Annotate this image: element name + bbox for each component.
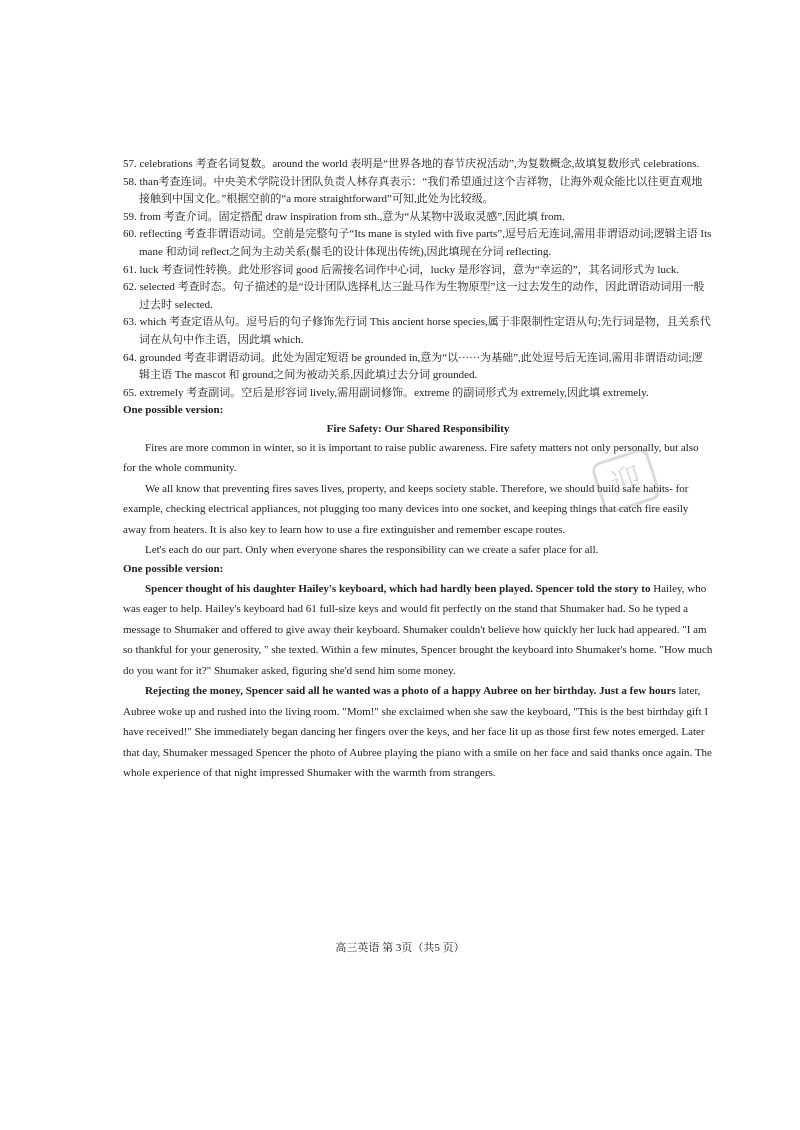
answer-59: 59. from 考查介词。固定搭配 draw inspiration from sth.,意为“从某物中汲取灵感”,因此填 from. <box>123 210 565 223</box>
essay2-p1-rest: Hailey, who was eager to help. Hailey's keyboard had 61 full-size keys and would fit perfectly on the stand that Shumaker had. So he typed a message to Shumaker and offered to give away their keyboard. Shumaker couldn't believe how quickly her luck had appeared. "I am so thankful for your generosity, " she texted. Within a few minutes, Spencer brought the keyboard into Shumaker's home. "How much do you want for it?" Shumaker asked, figuring she'd send him some money. <box>123 582 713 677</box>
answer-57: 57. celebrations 考查名词复数。around the world 表明是“世界各地的春节庆祝活动”,为复数概念,故填复数形式 celebrations. <box>123 158 700 170</box>
essay1-title: Fire Safety: Our Shared Responsibility <box>326 422 510 435</box>
essay1-heading: One possible version: <box>123 404 224 417</box>
essay2-p2-lead: Rejecting the money, Spencer said all he wanted was a photo of a happy Aubree on her birthday. Just a few hours <box>145 685 676 697</box>
essay2-p2-rest: later, Aubree woke up and rushed into the living room. "Mom!" she exclaimed when she saw the keyboard, "This is the best birthday gift I have received!" She immediately began dancing her fingers over the keys, and her face lit up as those first few notes emerged. Later that day, Shumaker messaged Spencer the photo of Aubree playing the piano with a smile on her face and said thanks once again. The whole experience of that night impressed Shumaker with the warmth from strangers. <box>123 685 712 779</box>
answer-65: 65. extremely 考查副词。空后是形容词 lively,需用副词修饰。extreme 的副词形式为 extremely,因此填 extremely. <box>123 386 649 399</box>
essay2-paragraph-2 <box>123 681 713 784</box>
answer-64: 64. grounded 考查非谓语动词。此处为固定短语 be grounded in,意为“以······为基础”,此处逗号后无连词,需用非谓语动词;逻辑主语 The mascot 和 ground之间为被动关系,因此填过去分词 grounded. <box>123 351 703 382</box>
answer-62: 62. selected 考查时态。句子描述的是“设计团队选择札达三趾马作为生物原型”这一过去发生的动作，因此谓语动词用一般过去时 selected. <box>123 281 705 311</box>
essay2-p1-lead: Spencer thought of his daughter Hailey's keyboard, which had hardly been played. Spencer told the story to <box>145 582 651 595</box>
answer-58: 58. than考查连词。中央美术学院设计团队负责人林存真表示：“我们希望通过这个吉祥物，让海外观众能比以往更直观地接触到中国文化。”根据空前的“a more straightforward”可知,此处为比较级。 <box>123 175 703 206</box>
watermark-stamp <box>592 450 660 512</box>
stamp-text: 迎 <box>606 460 646 503</box>
essay1-paragraph: We all know that preventing fires saves lives, property, and keeps society stable. Therefore, we should build safe habits- for example, checking electrical appliances, not plugging too many devices into one socket, and keeping things that catch fire easily away from heaters. It is also key to learn how to use a fire extinguisher and remember escape routes. <box>123 482 689 536</box>
page-footer: 高三英语 第 3页（共5 页） <box>335 942 465 954</box>
essay1-paragraph: Fires are more common in winter, so it is important to raise public awareness. Fire safety matters not only personally, but also for the whole community. <box>123 441 699 475</box>
answer-63: 63. which 考查定语从句。逗号后的句子修饰先行词 This ancient horse species,属于非限制性定语从句;先行词是物，且关系代词在从句中作主语，因此填 which. <box>123 316 711 346</box>
answer-60: 60. reflecting 考查非谓语动词。空前是完整句子“Its mane is styled with five parts”,逗号后无连词,需用非谓语动词;逻辑主语 Its mane 和动词 reflect之间为主动关系(鬃毛的设计体现出传统),因此填现在分词 reflecting. <box>123 228 712 258</box>
essay1-paragraph: Let's each do our part. Only when everyone shares the responsibility can we create a safer place for all. <box>145 544 599 557</box>
answer-61: 61. luck 考查词性转换。此处形容词 good 后需接名词作中心词，lucky 是形容词，意为“幸运的”，其名词形式为 luck. <box>123 263 680 276</box>
essay2-heading: One possible version: <box>123 562 224 575</box>
essay2-paragraph-1 <box>123 579 713 682</box>
